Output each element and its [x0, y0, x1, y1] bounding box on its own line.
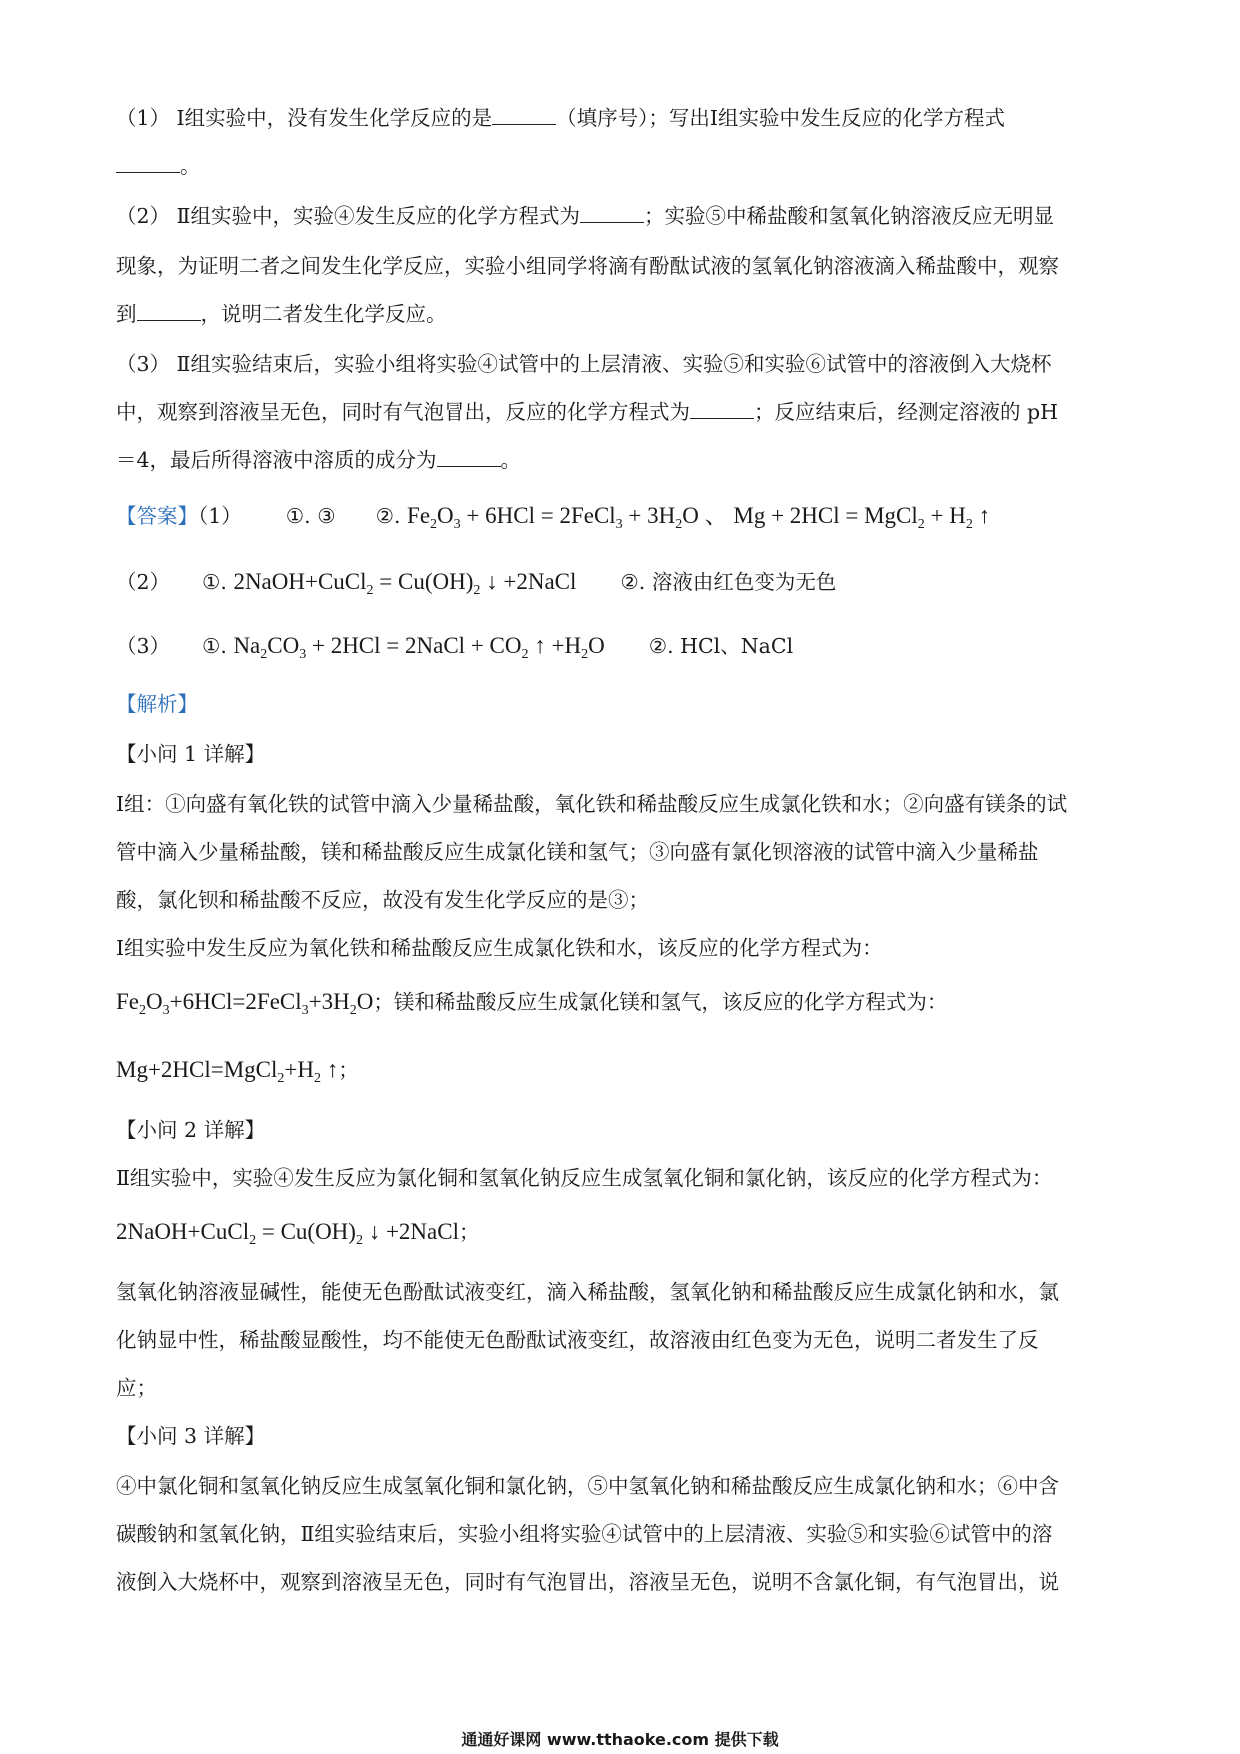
- q1-line2: [116, 154, 201, 178]
- answer-item: ①.: [202, 570, 227, 594]
- answer-item: ②.: [375, 504, 401, 528]
- section-heading: 【小问 1 详解】: [116, 742, 266, 766]
- analysis-label: 【解析】: [116, 692, 198, 716]
- analysis-equation-line: [116, 1057, 359, 1086]
- answer-line2: [116, 569, 837, 598]
- q1-text: （填序号）；写出Ⅰ组实验中发生反应的化学方程式: [556, 106, 1006, 130]
- answer-blank: [492, 106, 556, 125]
- section-heading: 【小问 3 详解】: [116, 1424, 266, 1448]
- q2-text: 到: [116, 302, 137, 326]
- page-footer: 通通好课网 www.tthaoke.com 提供下载: [461, 1730, 779, 1749]
- answer-blank: [437, 448, 501, 467]
- equation: $Fe_2O_3+6HCl=2FeCl_3+3H_2O$: [116, 989, 374, 1018]
- analysis-text: 氢氧化钠溶液显碱性，能使无色酚酞试液变红，滴入稀盐酸，氢氧化钠和稀盐酸反应生成氯化钠和水，氯: [116, 1280, 1059, 1304]
- analysis-text: 酸，氯化钡和稀盐酸不反应，故没有发生化学反应的是③；: [116, 888, 649, 912]
- answer-item: ①. ③: [285, 504, 336, 528]
- q3-line3: [116, 448, 521, 472]
- analysis-text: 碳酸钠和氢氧化钠，Ⅱ组实验结束后，实验小组将实验④试管中的上层清液、实验⑤和实验⑥试管中的溶: [116, 1522, 1053, 1546]
- q1-text: （1） Ⅰ组实验中，没有发生化学反应的是: [116, 106, 493, 130]
- analysis-text: ；镁和稀盐酸反应生成氯化镁和氢气，该反应的化学方程式为：: [373, 990, 948, 1014]
- q2-line1: [116, 204, 1054, 228]
- q2-text: ，说明二者发生化学反应。: [200, 302, 447, 326]
- analysis-text: ④中氯化铜和氢氧化钠反应生成氢氧化铜和氯化钠，⑤中氢氧化钠和稀盐酸反应生成氯化钠和水；⑥中含: [116, 1474, 1059, 1498]
- analysis-text: Ⅰ组实验中发生反应为氧化铁和稀盐酸反应生成氯化铁和水，该反应的化学方程式为：: [116, 936, 883, 960]
- q2-line3: [116, 302, 447, 326]
- q3-text: ＝4，最后所得溶液中溶质的成分为: [116, 448, 437, 472]
- analysis-text: ；: [338, 1058, 359, 1082]
- q1-line1: [116, 106, 1005, 130]
- q3-text: ；反应结束后，经测定溶液的 pH: [754, 400, 1059, 424]
- equation: $Na_2CO_3 + 2HCl$ = 2NaCl + $CO_2$ ↑ $+H_2O$: [233, 633, 605, 662]
- answer-line1: [116, 503, 991, 532]
- analysis-equation-line: [116, 989, 948, 1018]
- q3-line2: [116, 400, 1058, 424]
- answer-item: ②. 溶液由红色变为无色: [620, 570, 837, 594]
- analysis-equation-line: [116, 1219, 480, 1248]
- equation: 2NaOH+CuCl$_2$ = $Cu(OH)_2$ ↓ +2NaCl: [116, 1219, 459, 1248]
- answer-item: ②. HCl、NaCl: [648, 634, 794, 658]
- q2-text: ；实验⑤中稀盐酸和氢氧化钠溶液反应无明显: [644, 204, 1054, 228]
- answer-line3: [116, 633, 794, 662]
- analysis-text: Ⅱ组实验中，实验④发生反应为氯化铜和氢氧化钠反应生成氢氧化铜和氯化钠，该反应的化学方程式为：: [116, 1166, 1053, 1190]
- q2-line2: 现象，为证明二者之间发生化学反应，实验小组同学将滴有酚酞试液的氢氧化钠溶液滴入稀盐酸中，观察: [116, 254, 1059, 278]
- equation: $Fe_2O_3 + 6HCl$ = 2FeCl$_3$ + $3H_2O$ 、 Mg + 2HCl = MgCl$_2$ + $H_2$ ↑: [407, 503, 991, 532]
- section-heading: 【小问 2 详解】: [116, 1118, 266, 1142]
- q1-text: 。: [180, 154, 201, 178]
- answer-item: ①.: [202, 634, 227, 658]
- analysis-text: 化钠显中性，稀盐酸显酸性，均不能使无色酚酞试液变红，故溶液由红色变为无色，说明二者发生了反: [116, 1328, 1039, 1352]
- answer-blank: [137, 302, 201, 321]
- q2-text: （2） Ⅱ组实验中，实验④发生反应的化学方程式为: [116, 204, 580, 228]
- analysis-text: 管中滴入少量稀盐酸，镁和稀盐酸反应生成氯化镁和氢气；③向盛有氯化钡溶液的试管中滴入少量稀盐: [116, 840, 1039, 864]
- answer-blank: [116, 154, 180, 173]
- equation: 2NaOH+CuCl$_2$ = $Cu(OH)_2$ ↓ +2NaCl: [233, 569, 577, 598]
- answer-label: 【答案】: [116, 504, 198, 528]
- answer-blank: [580, 204, 644, 223]
- analysis-text: ；: [458, 1220, 480, 1244]
- part-label: （1）: [198, 504, 242, 528]
- analysis-text: 液倒入大烧杯中，观察到溶液呈无色，同时有气泡冒出，溶液呈无色，说明不含氯化铜，有气泡冒出，说: [116, 1570, 1059, 1594]
- analysis-text: Ⅰ组：①向盛有氧化铁的试管中滴入少量稀盐酸，氧化铁和稀盐酸反应生成氯化铁和水；②向盛有镁条的试: [116, 792, 1068, 816]
- analysis-text: 应；: [116, 1376, 157, 1400]
- part-label: （2）: [116, 570, 171, 594]
- equation: $Mg+2HCl=MgCl_2+H_2$ ↑: [116, 1057, 339, 1086]
- q3-line1: （3） Ⅱ组实验结束后，实验小组将实验④试管中的上层清液、实验⑤和实验⑥试管中的溶液倒入大烧杯: [116, 352, 1052, 376]
- q3-text: 中，观察到溶液呈无色，同时有气泡冒出，反应的化学方程式为: [116, 400, 690, 424]
- part-label: （3）: [116, 634, 171, 658]
- answer-blank: [690, 400, 754, 419]
- q3-text: 。: [500, 448, 522, 472]
